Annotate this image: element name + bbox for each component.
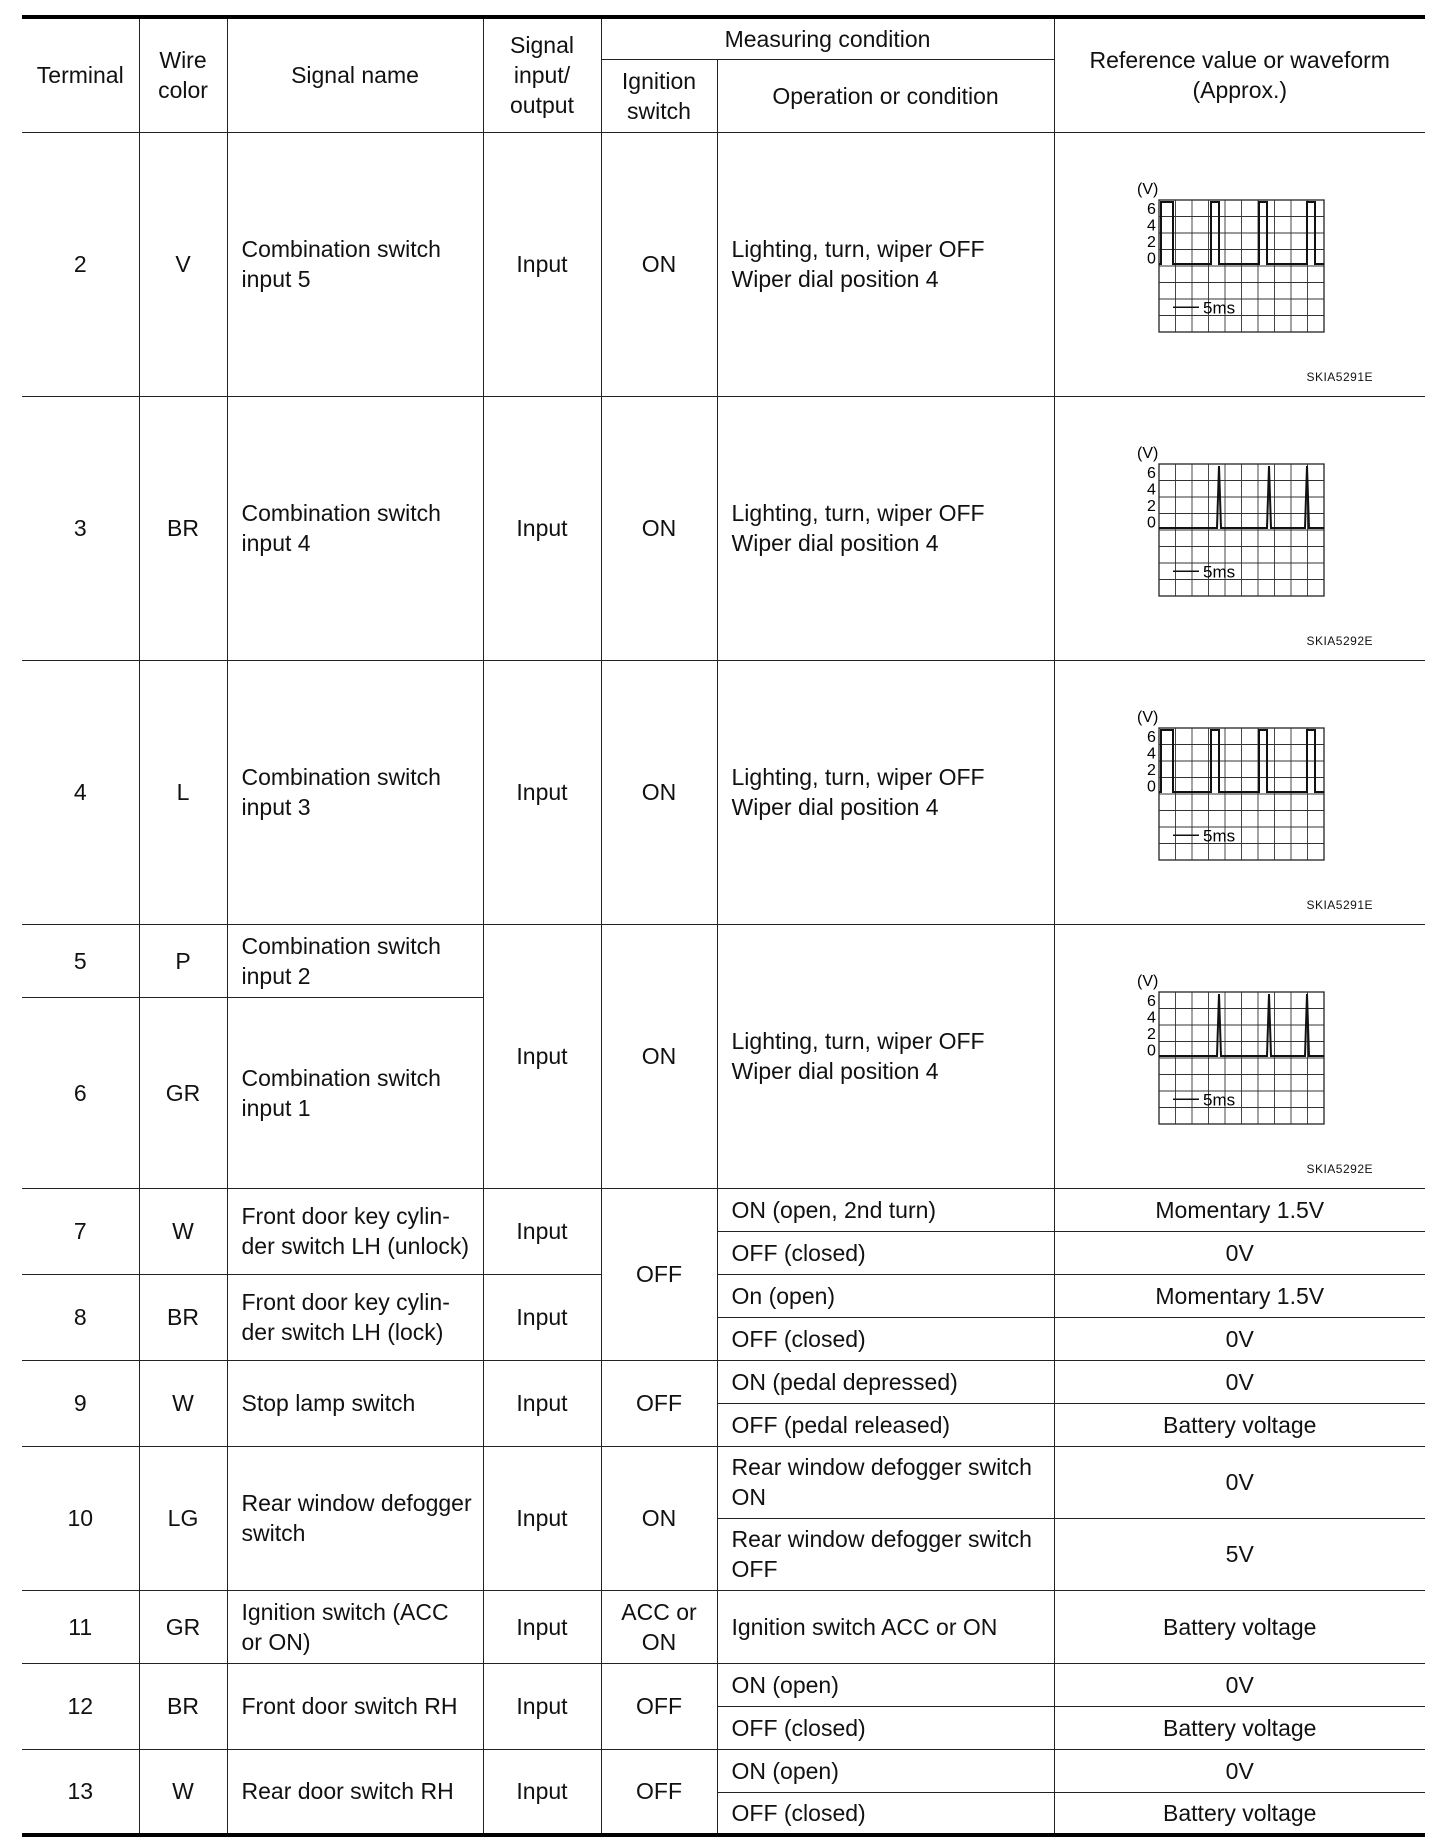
wire-color: BR xyxy=(139,1274,227,1360)
figure-code: SKIA5291E xyxy=(1306,898,1373,912)
reference-value: Battery voltage xyxy=(1054,1403,1425,1446)
wire-color: BR xyxy=(139,396,227,660)
operation-condition: Lighting, turn, wiper OFF Wiper dial position 4 xyxy=(717,396,1054,660)
terminal-number: 10 xyxy=(22,1446,139,1590)
header-wire-color: Wire color xyxy=(139,17,227,132)
waveform-y-tick: 4 xyxy=(1146,217,1156,235)
signal-io: Input xyxy=(483,1360,601,1446)
waveform-y-unit: (V) xyxy=(1136,709,1158,726)
waveform-time-label: 5ms xyxy=(1202,1090,1235,1110)
reference-value: 0V xyxy=(1054,1360,1425,1403)
waveform-chart xyxy=(1055,134,1426,394)
operation-condition: ON (open, 2nd turn) xyxy=(717,1188,1054,1231)
table-row xyxy=(22,1590,1425,1663)
table-row xyxy=(22,924,1425,997)
operation-condition: OFF (closed) xyxy=(717,1317,1054,1360)
reference-value: Momentary 1.5V xyxy=(1054,1274,1425,1317)
reference-value: 0V xyxy=(1054,1317,1425,1360)
waveform-time-label: 5ms xyxy=(1202,298,1235,318)
terminal-number: 12 xyxy=(22,1663,139,1749)
waveform-svg xyxy=(1117,442,1357,612)
operation-condition: Ignition switch ACC or ON xyxy=(717,1590,1054,1663)
wire-color: W xyxy=(139,1360,227,1446)
waveform-y-tick: 0 xyxy=(1146,250,1156,268)
operation-condition: Lighting, turn, wiper OFF Wiper dial position 4 xyxy=(717,132,1054,396)
operation-condition: On (open) xyxy=(717,1274,1054,1317)
signal-io: Input xyxy=(483,924,601,1188)
ignition-switch: OFF xyxy=(601,1663,717,1749)
ignition-switch: ON xyxy=(601,660,717,924)
waveform-y-tick: 0 xyxy=(1146,514,1156,532)
operation-condition: ON (pedal depressed) xyxy=(717,1360,1054,1403)
signal-name: Stop lamp switch xyxy=(227,1360,483,1446)
header-terminal: Terminal xyxy=(22,17,139,132)
signal-io: Input xyxy=(483,1188,601,1274)
reference-value: 0V xyxy=(1054,1446,1425,1518)
reference-value: Battery voltage xyxy=(1054,1590,1425,1663)
header-signal-io: Signal input/ output xyxy=(483,17,601,132)
terminal-number: 11 xyxy=(22,1590,139,1663)
header-ignition-switch: Ignition switch xyxy=(601,59,717,132)
reference-value: Battery voltage xyxy=(1054,1706,1425,1749)
reference-waveform xyxy=(1054,396,1425,660)
waveform-y-tick: 2 xyxy=(1146,234,1156,251)
signal-name: Rear window defogger switch xyxy=(227,1446,483,1590)
waveform-y-unit: (V) xyxy=(1136,445,1158,462)
ignition-switch: ON xyxy=(601,132,717,396)
header-signal-name: Signal name xyxy=(227,17,483,132)
waveform-y-tick: 6 xyxy=(1146,465,1156,482)
operation-condition: Lighting, turn, wiper OFF Wiper dial position 4 xyxy=(717,924,1054,1188)
terminal-number: 3 xyxy=(22,396,139,660)
operation-condition: OFF (closed) xyxy=(717,1231,1054,1274)
table-row xyxy=(22,1188,1425,1231)
wire-color: LG xyxy=(139,1446,227,1590)
figure-code: SKIA5291E xyxy=(1306,370,1373,384)
signal-io: Input xyxy=(483,1446,601,1590)
signal-name: Combination switch input 3 xyxy=(227,660,483,924)
signal-io: Input xyxy=(483,132,601,396)
waveform-time-label: 5ms xyxy=(1202,826,1235,846)
ignition-switch: OFF xyxy=(601,1188,717,1360)
table-row xyxy=(22,1749,1425,1792)
waveform-y-tick: 6 xyxy=(1146,729,1156,746)
waveform-svg xyxy=(1117,178,1357,348)
waveform-y-tick: 2 xyxy=(1146,498,1156,515)
signal-name: Front door key cylin- der switch LH (lock) xyxy=(227,1274,483,1360)
wire-color: W xyxy=(139,1188,227,1274)
reference-waveform xyxy=(1054,132,1425,396)
reference-value: 0V xyxy=(1054,1231,1425,1274)
header-operation: Operation or condition xyxy=(717,59,1054,132)
signal-io: Input xyxy=(483,1663,601,1749)
waveform-chart xyxy=(1055,398,1426,658)
reference-value: Momentary 1.5V xyxy=(1054,1188,1425,1231)
ignition-switch: ON xyxy=(601,396,717,660)
header-reference: Reference value or waveform (Approx.) xyxy=(1054,17,1425,132)
figure-code: SKIA5292E xyxy=(1306,634,1373,648)
terminal-number: 8 xyxy=(22,1274,139,1360)
table-row xyxy=(22,1663,1425,1706)
terminal-number: 5 xyxy=(22,924,139,997)
waveform-y-tick: 6 xyxy=(1146,993,1156,1010)
reference-waveform xyxy=(1054,660,1425,924)
reference-value: 5V xyxy=(1054,1518,1425,1590)
waveform-y-tick: 2 xyxy=(1146,1026,1156,1043)
terminal-number: 7 xyxy=(22,1188,139,1274)
ignition-switch: OFF xyxy=(601,1749,717,1835)
terminal-number: 9 xyxy=(22,1360,139,1446)
terminal-number: 6 xyxy=(22,997,139,1188)
table-row xyxy=(22,396,1425,660)
signal-io: Input xyxy=(483,1274,601,1360)
signal-name: Combination switch input 4 xyxy=(227,396,483,660)
signal-io: Input xyxy=(483,396,601,660)
header-measuring-condition: Measuring condition xyxy=(601,17,1054,59)
waveform-y-tick: 4 xyxy=(1146,745,1156,763)
figure-code: SKIA5292E xyxy=(1306,1162,1373,1176)
ignition-switch: ON xyxy=(601,924,717,1188)
signal-io: Input xyxy=(483,1749,601,1835)
signal-name: Ignition switch (ACC or ON) xyxy=(227,1590,483,1663)
table-row xyxy=(22,1274,1425,1317)
wire-color: GR xyxy=(139,1590,227,1663)
wire-color: V xyxy=(139,132,227,396)
wire-color: GR xyxy=(139,997,227,1188)
terminal-number: 2 xyxy=(22,132,139,396)
waveform-chart xyxy=(1055,926,1426,1186)
waveform-y-tick: 6 xyxy=(1146,201,1156,218)
wire-color: BR xyxy=(139,1663,227,1749)
table-row xyxy=(22,660,1425,924)
waveform-y-tick: 2 xyxy=(1146,762,1156,779)
waveform-y-unit: (V) xyxy=(1136,973,1158,990)
ignition-switch: ACC or ON xyxy=(601,1590,717,1663)
signal-io: Input xyxy=(483,660,601,924)
waveform-chart xyxy=(1055,662,1426,922)
table-row xyxy=(22,132,1425,396)
signal-name: Rear door switch RH xyxy=(227,1749,483,1835)
waveform-y-tick: 4 xyxy=(1146,1009,1156,1027)
reference-value: Battery voltage xyxy=(1054,1792,1425,1835)
reference-value: 0V xyxy=(1054,1663,1425,1706)
ignition-switch: ON xyxy=(601,1446,717,1590)
signal-name: Front door key cylin- der switch LH (unlock) xyxy=(227,1188,483,1274)
signal-name: Combination switch input 2 xyxy=(227,924,483,997)
operation-condition: OFF (pedal released) xyxy=(717,1403,1054,1446)
operation-condition: OFF (closed) xyxy=(717,1792,1054,1835)
waveform-y-tick: 4 xyxy=(1146,481,1156,499)
table-row xyxy=(22,1360,1425,1403)
waveform-y-unit: (V) xyxy=(1136,181,1158,198)
table-row xyxy=(22,1446,1425,1518)
operation-condition: Rear window defogger switch OFF xyxy=(717,1518,1054,1590)
terminal-reference-table xyxy=(22,15,1425,1837)
wire-color: W xyxy=(139,1749,227,1835)
signal-name: Combination switch input 5 xyxy=(227,132,483,396)
waveform-svg xyxy=(1117,706,1357,876)
reference-waveform xyxy=(1054,924,1425,1188)
terminal-number: 4 xyxy=(22,660,139,924)
operation-condition: Rear window defogger switch ON xyxy=(717,1446,1054,1518)
operation-condition: ON (open) xyxy=(717,1663,1054,1706)
signal-name: Front door switch RH xyxy=(227,1663,483,1749)
waveform-y-tick: 0 xyxy=(1146,1042,1156,1060)
wire-color: P xyxy=(139,924,227,997)
operation-condition: ON (open) xyxy=(717,1749,1054,1792)
signal-name: Combination switch input 1 xyxy=(227,997,483,1188)
wire-color: L xyxy=(139,660,227,924)
waveform-svg xyxy=(1117,970,1357,1140)
ignition-switch: OFF xyxy=(601,1360,717,1446)
operation-condition: OFF (closed) xyxy=(717,1706,1054,1749)
reference-value: 0V xyxy=(1054,1749,1425,1792)
waveform-time-label: 5ms xyxy=(1202,562,1235,582)
signal-io: Input xyxy=(483,1590,601,1663)
operation-condition: Lighting, turn, wiper OFF Wiper dial position 4 xyxy=(717,660,1054,924)
terminal-number: 13 xyxy=(22,1749,139,1835)
waveform-y-tick: 0 xyxy=(1146,778,1156,796)
